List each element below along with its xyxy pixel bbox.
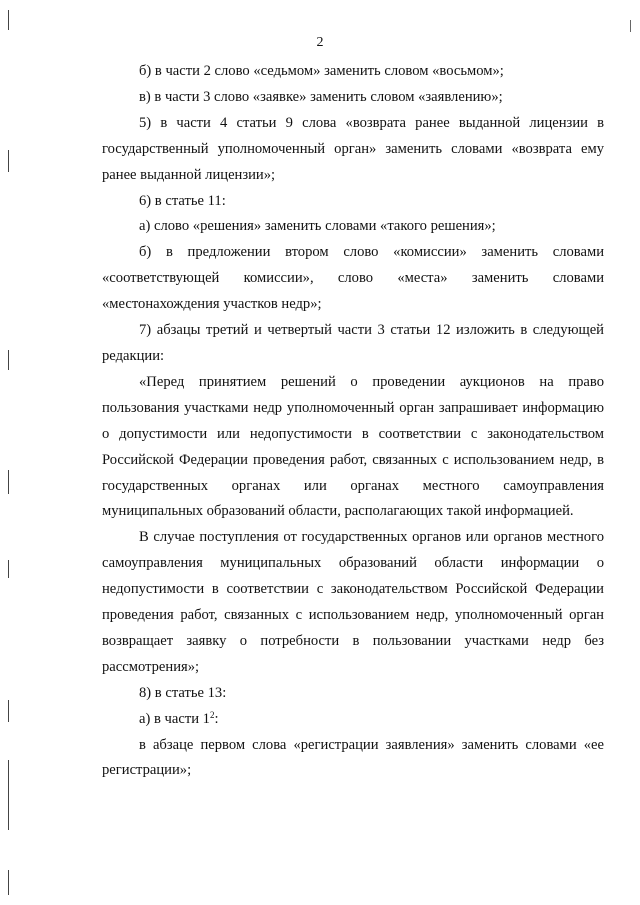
paragraph: б) в предложении втором слово «комиссии» заменить словами «соответствующей комиссии», слово «места» заменить словами «местонахождения участков недр»; — [102, 244, 604, 313]
scan-margin-line — [8, 560, 9, 578]
paragraph: в) в части 3 слово «заявке» заменить словом «заявлению»; — [139, 88, 503, 105]
page-number: 2 — [316, 35, 324, 50]
paragraph: В случае поступления от государственных органов или органов местного самоуправления муниципальных образований области информации о недопустимости в соответствии с законодательством Российской Федерации проведения работ, связанных с использованием недр, уполномоченный орган возвращает заявку о потребности в пользовании участками недр без рассмотрения»; — [102, 529, 604, 675]
paragraph: 8) в статье 13: — [139, 684, 227, 701]
superscript: 2 — [209, 709, 215, 720]
scan-margin-line — [8, 470, 9, 494]
paragraph: в абзаце первом слова «регистрации заявления» заменить словами «ее регистрации»; — [102, 736, 604, 779]
paragraph-text: : — [214, 710, 219, 727]
document-body — [102, 59, 604, 784]
paragraph: 5) в части 4 статьи 9 слова «возврата ранее выданной лицензии в государственный уполномоченный орган» заменить словами «возврата ему ранее выданной лицензии»; — [102, 114, 604, 183]
scan-margin-line — [8, 760, 9, 830]
scan-margin-line — [8, 150, 9, 172]
scan-margin-line — [8, 870, 9, 895]
paragraph: б) в части 2 слово «седьмом» заменить словом «восьмом»; — [139, 63, 504, 79]
scan-margin-line — [8, 700, 9, 722]
scan-margin-line — [8, 10, 9, 30]
paragraph: а) слово «решения» заменить словами «такого решения»; — [139, 218, 496, 235]
scan-margin-line — [630, 20, 631, 32]
paragraph-text: а) в части 1 — [139, 710, 210, 727]
paragraph: «Перед принятием решений о проведении аукционов на право пользования участками недр уполномоченный орган запрашивает информацию о допустимости или недопустимости в соответствии с законодательством Российской Федерации проведения работ, связанных с использованием недр, в государственных органах или органах местного самоуправления муниципальных образований области, располагающих такой информацией. — [102, 373, 604, 520]
paragraph: 7) абзацы третий и четвертый части 3 статьи 12 изложить в следующей редакции: — [102, 322, 604, 364]
paragraph — [102, 707, 604, 733]
paragraph: 6) в статье 11: — [139, 192, 226, 209]
scan-margin-line — [8, 350, 9, 370]
